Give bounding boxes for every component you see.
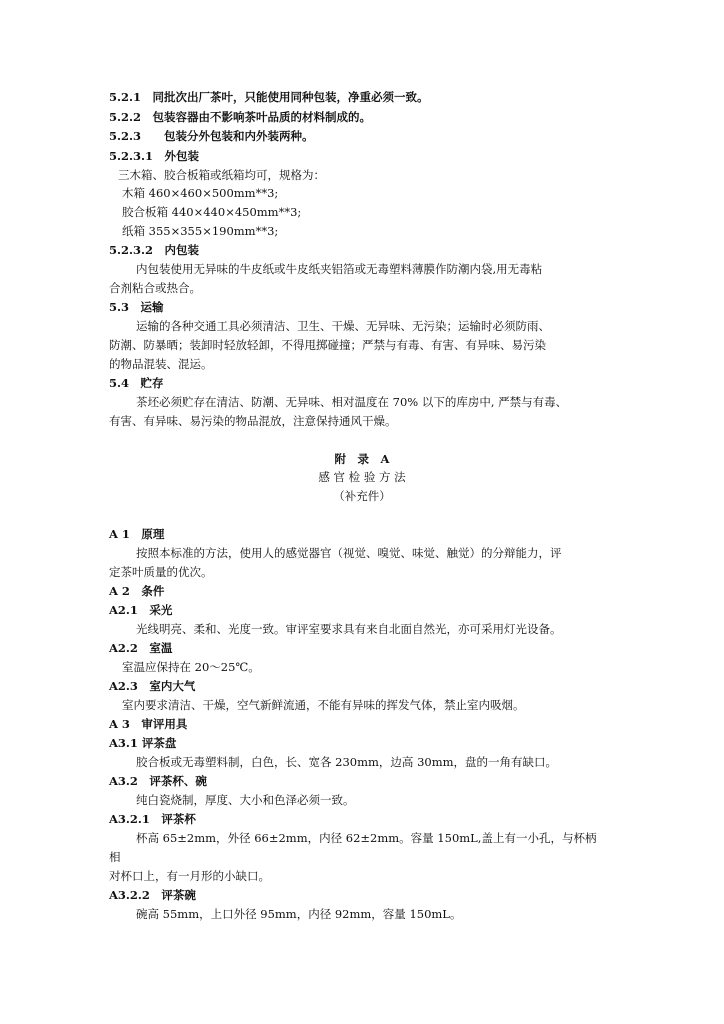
- heading-a2: A 2 条件: [109, 584, 165, 598]
- section-5-2-3: 5.2.3 包装分外包装和内外装两种。: [109, 129, 314, 143]
- heading-5-2-3-2: 5.2.3.2 内包装: [109, 243, 200, 257]
- paragraph-line: 按照本标准的方法，使用人的感觉器官（视觉、嗅觉、味觉、触觉）的分辩能力，评: [136, 546, 562, 560]
- paragraph-line: 纯白瓷烧制，厚度、大小和色泽必须一致。: [136, 793, 355, 807]
- paragraph-line: 室温应保持在 20～25℃。: [122, 660, 260, 674]
- heading-a3: A 3 审评用具: [109, 717, 188, 731]
- heading-a2-3: A2.3 室内大气: [109, 679, 196, 693]
- paragraph-line: 三木箱、胶合板箱或纸箱均可，规格为：: [118, 168, 325, 182]
- heading-5-4: 5.4 贮存: [109, 376, 164, 390]
- heading-5-3: 5.3 运输: [109, 300, 164, 314]
- paragraph-line: 碗高 55mm，上口外径 95mm，内径 92mm，容量 150mL。: [136, 907, 462, 921]
- paragraph-line: 内包装使用无异味的牛皮纸或牛皮纸夹铝箔或无毒塑料薄膜作防潮内袋,用无毒粘: [136, 262, 543, 276]
- appendix-title: 感 官 检 验 方 法: [318, 470, 406, 484]
- section-5-2-2: 5.2.2 包装容器由不影响茶叶品质的材料制成的。: [109, 110, 372, 124]
- paragraph-line: 运输的各种交通工具必须清洁、卫生、干燥、无异味、无污染；运输时必须防雨、: [136, 319, 550, 333]
- spec-line-wood-box: 木箱 460×460×500mm**3;: [122, 186, 279, 200]
- paragraph-line: 胶合板或无毒塑料制，白色，长、宽各 230mm，边高 30mm，盘的一角有缺口。: [136, 755, 558, 769]
- heading-a1: A 1 原理: [109, 527, 165, 541]
- heading-a2-2: A2.2 室温: [109, 641, 173, 655]
- appendix-subtitle: （补充件）: [333, 489, 391, 503]
- paragraph-line: 室内要求清洁、干燥，空气新鲜流通，不能有异味的挥发气体，禁止室内吸烟。: [122, 698, 525, 712]
- heading-5-2-3-1: 5.2.3.1 外包装: [109, 149, 200, 163]
- heading-a3-1: A3.1 评茶盘: [109, 736, 177, 750]
- heading-a3-2: A3.2 评茶杯、碗: [109, 774, 207, 788]
- paragraph-line: 茶坯必须贮存在清洁、防潮、无异味、相对温度在 70% 以下的库房中, 严禁与有毒、: [136, 395, 568, 409]
- paragraph-line: 合剂粘合或热合。: [109, 281, 201, 295]
- heading-a2-1: A2.1 采光: [109, 603, 173, 617]
- paragraph-line: 对杯口上，有一月形的小缺口。: [109, 869, 270, 883]
- paragraph-line: 有害、有异味、易污染的物品混放，注意保持通风干燥。: [109, 414, 397, 428]
- section-5-2-1: 5.2.1 同批次出厂茶叶，只能使用同种包装，净重必须一致。: [109, 90, 429, 104]
- paragraph-line: 杯高 65±2mm，外径 66±2mm，内径 62±2mm。容量 150mL,盖上有一小孔，与杯柄: [136, 831, 597, 845]
- paragraph-line: 相: [109, 850, 121, 864]
- paragraph-line: 的物品混装、混运。: [109, 357, 213, 371]
- paragraph-line: 定茶叶质量的优次。: [109, 565, 213, 579]
- paragraph-line: 防潮、防暴晒；装卸时轻放轻卸，不得甩掷碰撞；严禁与有毒、有害、有异味、易污染: [109, 338, 546, 352]
- appendix-label: 附 录 A: [334, 452, 390, 466]
- spec-line-carton: 纸箱 355×355×190mm**3;: [122, 224, 279, 238]
- paragraph-line: 光线明亮、柔和、光度一致。审评室要求具有来自北面自然光，亦可采用灯光设备。: [136, 622, 562, 636]
- spec-line-plywood-box: 胶合板箱 440×440×450mm**3;: [122, 205, 302, 219]
- heading-a3-2-1: A3.2.1 评茶杯: [109, 812, 196, 826]
- heading-a3-2-2: A3.2.2 评茶碗: [109, 888, 196, 902]
